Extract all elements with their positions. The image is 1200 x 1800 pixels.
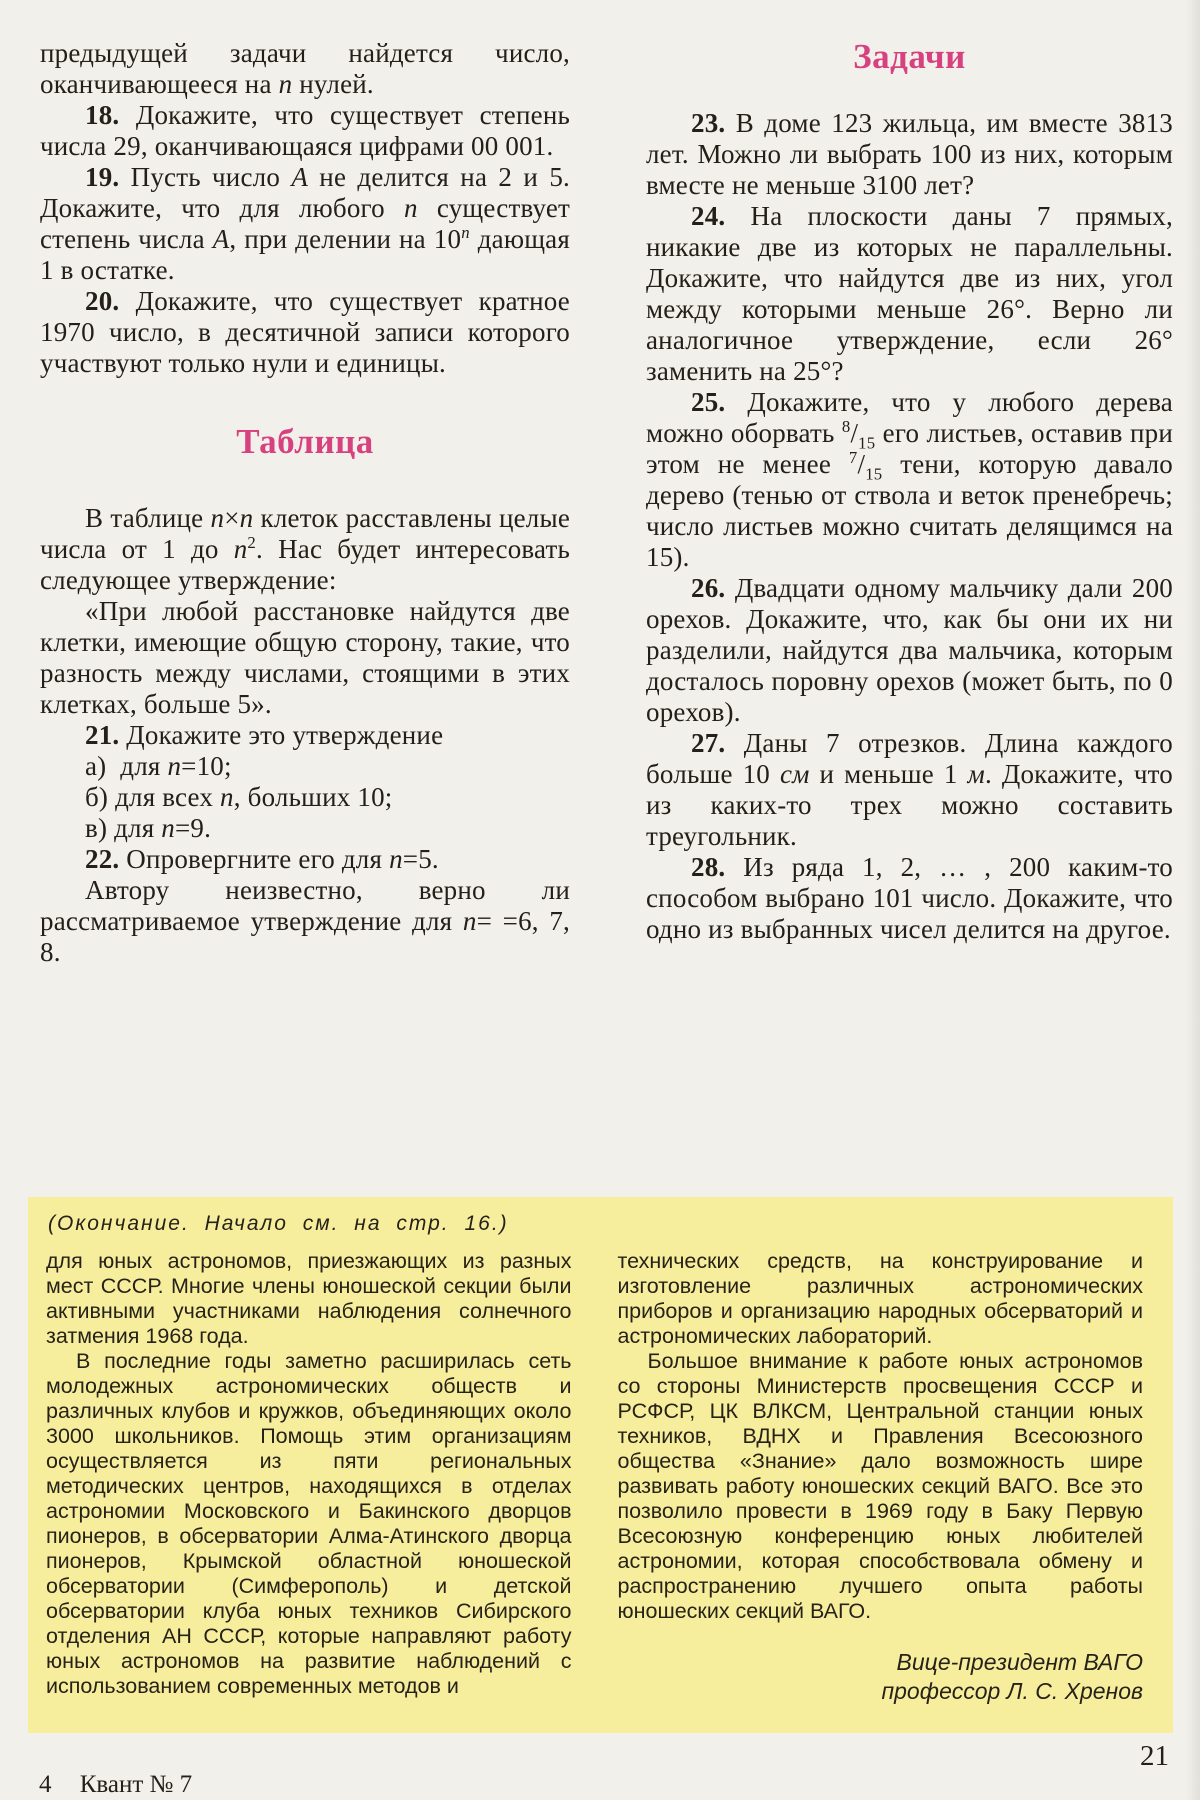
problem-21: 21. Докажите это утверждение	[85, 720, 444, 750]
footer-imprint	[39, 1772, 192, 1797]
problem-20: 20. Докажите, что существует кратное 1970 число, в десятичной записи которого участвуют только нули и единицы.	[40, 286, 570, 378]
problem-25: 25. Докажите, что у любого дерева можно оборвать $^8/_{15}$ его листьев, оставив при этом не менее $^7/_{15}$ тени, которую давало дерево (тенью от ствола и веток пренебречь; число листьев можно считать делящимся на 15).	[646, 387, 1173, 572]
problem-18: 18. Докажите, что существует степень числа 29, оканчивающаяся цифрами 00 001.	[40, 100, 570, 161]
problem-27: 27. Даны 7 отрезков. Длина каждого больше 10 см и меньше 1 м. Докажите, что из каких-то трех можно составить треугольник.	[646, 728, 1173, 851]
problem-28: 28. Из ряда 1, 2, … , 200 каким-то способом выбрано 101 число. Докажите, что одно из выбранных чисел делится на другое.	[646, 852, 1173, 944]
insert-right-paragraph-1: технических средств, на конструирование и изготовление различных астрономических приборов и организацию народных обсерваторий и астрономических лабораторий.	[617, 1249, 1143, 1348]
table-quote-paragraph: «При любой расстановке найдутся две клетки, имеющие общую сторону, такие, что разность между числами, стоящими в этих клетках, больше 5».	[40, 596, 570, 719]
insert-left-paragraph-2: В последние годы заметно расширилась сеть молодежных астрономических обществ и различных клубов и кружков, объединяющих около 3000 школьников. Помощь этим организациям осуществляется из пяти региональных методических центров, находящихся в отделах астрономии Московского и Бакинского дворцов пионеров, в обсерватории Алма-Атинского дворца пионеров, Крымской областной юношеской обсерватории (Симферополь) и детской обсерватории клуба юных техников Сибирского отделения АН СССР, которые направляют работу юных астрономов на развитие наблюдений с использованием современных методов и	[46, 1349, 572, 1698]
insert-left-column	[46, 1249, 572, 1706]
section-title-zadachi: Задачи	[853, 37, 966, 76]
problem-19: 19. Пусть число А не делится на 2 и 5. Докажите, что для любого n существует степень числа А, при делении на 10$^n$ дающая 1 в остатке.	[40, 162, 571, 285]
signature-title: Вице-президент ВАГО	[896, 1649, 1143, 1675]
journal-issue-label: Квант № 7	[79, 1771, 193, 1798]
table-intro-paragraph: В таблице n×n клеток расставлены целые числа от 1 до $n^2$. Нас будет интересовать следующее утверждение:	[40, 503, 571, 595]
problem-26: 26. Двадцати одному мальчику дали 200 орехов. Докажите, что, как бы они их ни разделили, найдутся два мальчика, которым досталось поровну орехов (может быть, по 0 орехов).	[646, 573, 1173, 727]
problem-21-item-v: в) для n=9.	[85, 813, 212, 843]
signature-mark: 4	[39, 1771, 52, 1798]
problem-22: 22. Опровергните его для n=5.	[85, 844, 439, 874]
problem-21-item-b: б) для всех n, больших 10;	[85, 782, 393, 812]
insert-left-paragraph-1: для юных астрономов, приезжающих из разных мест СССР. Многие члены юношеской секции были активными участниками наблюдения солнечного затмения 1968 года.	[46, 1249, 572, 1348]
problem-22-author-note: Автору неизвестно, верно ли рассматриваемое утверждение для n= =6, 7, 8.	[40, 875, 571, 967]
insert-continuation-note: (Окончание. Начало см. на стр. 16.)	[48, 1212, 509, 1235]
problem-21-item-a: а) для n=10;	[85, 751, 232, 781]
paragraph-continuation: предыдущей задачи найдется число, оканчивающееся на n нулей.	[40, 38, 570, 99]
section-title-tablitsa: Таблица	[236, 422, 374, 461]
main-right-column	[646, 38, 1173, 945]
insert-columns	[46, 1249, 1143, 1706]
page-number: 21	[1140, 1740, 1169, 1772]
problem-24: 24. На плоскости даны 7 прямых, никакие две из которых не параллельны. Докажите, что найдутся две из них, угол между которыми меньше 26°. Верно ли аналогичное утверждение, если 26° заменить на 25°?	[646, 201, 1173, 386]
insert-signature	[618, 1648, 1144, 1706]
insert-right-paragraph-2: Большое внимание к работе юных астрономов со стороны Министерств просвещения СССР и РСФСР, ЦК ВЛКСМ, Центральной станции юных техников, ВДНХ и Правления Всесоюзного общества «Знание» дало возможность шире развивать работу юношеских секций ВАГО. Все это позволило провести в 1969 году в Баку Первую Всесоюзную конференцию юных любителей астрономии, которая способствовала обмену и распространению лучшего опыта работы юношеских секций ВАГО.	[617, 1349, 1143, 1623]
signature-name: профессор Л. С. Хренов	[881, 1678, 1143, 1704]
main-left-column	[40, 38, 570, 968]
insert-right-column	[618, 1249, 1144, 1706]
problem-23: 23. В доме 123 жильца, им вместе 3813 лет. Можно ли выбрать 100 из них, которым вместе не меньше 3100 лет?	[646, 108, 1173, 200]
yellow-insert-box	[28, 1197, 1173, 1733]
